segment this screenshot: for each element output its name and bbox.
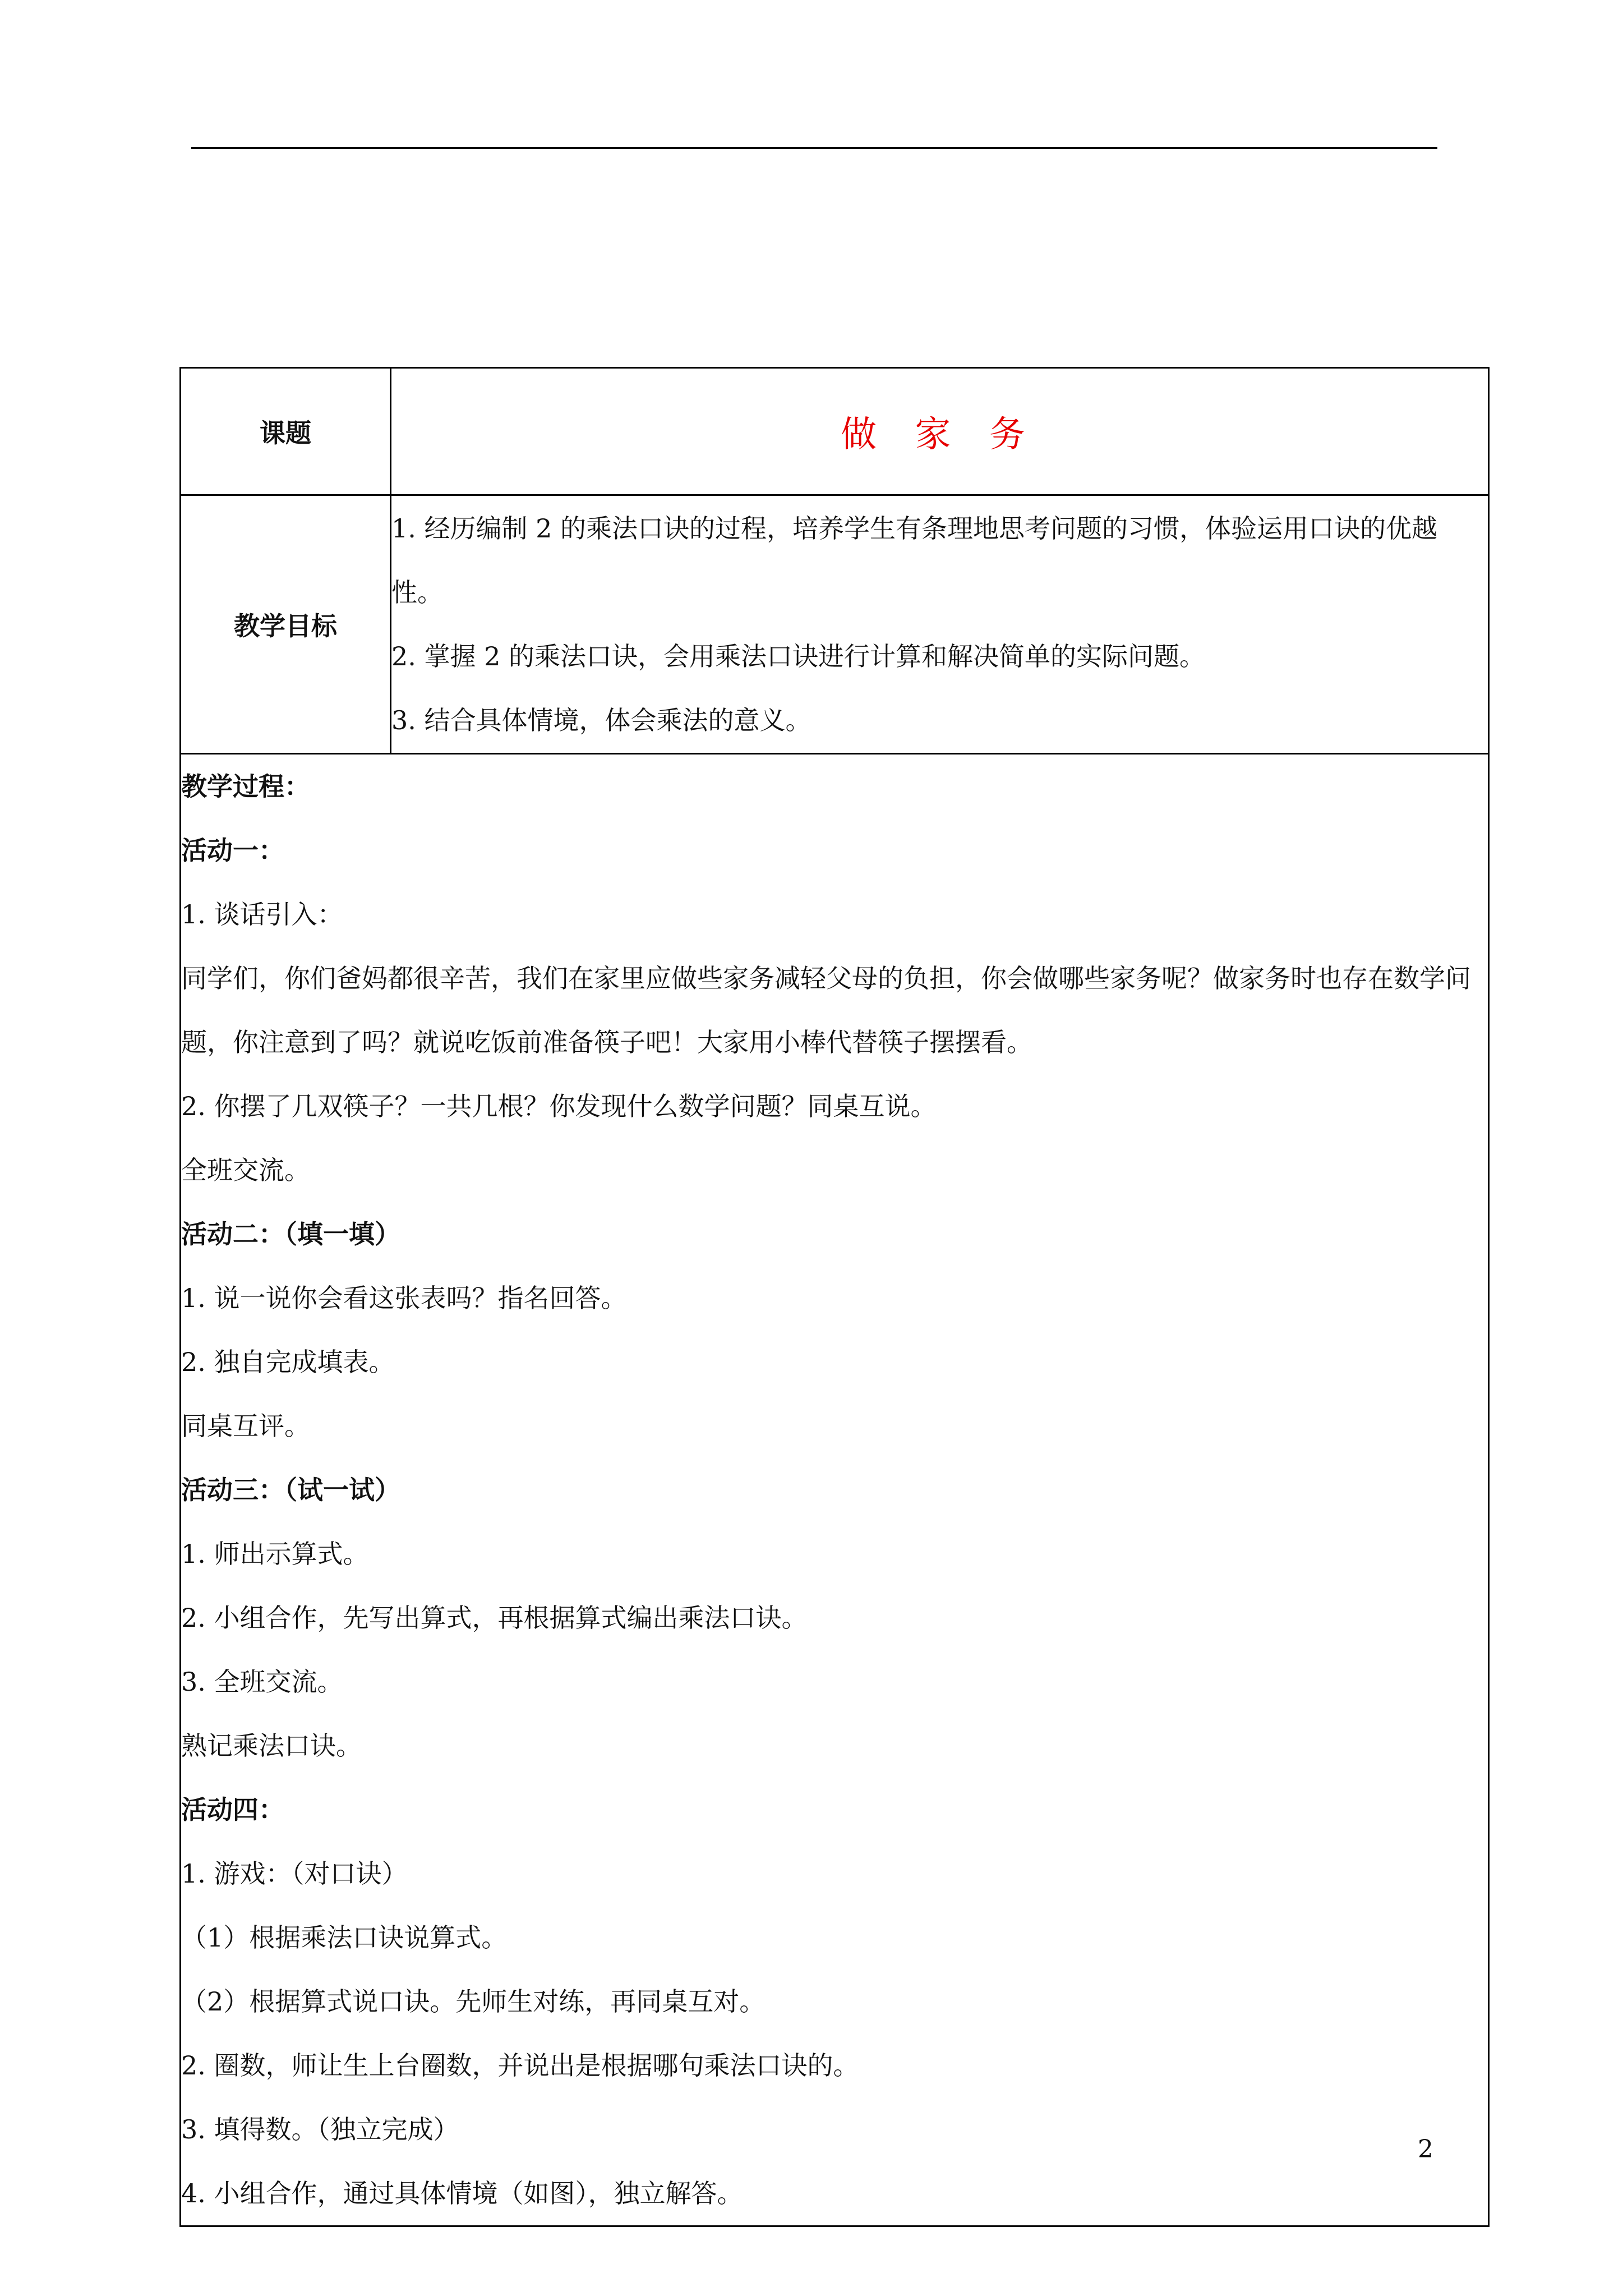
objectives-row xyxy=(181,495,1489,754)
process-heading: 活动二：（填一填） xyxy=(181,1219,400,1249)
objective-item: 3. 结合具体情境，体会乘法的意义。 xyxy=(391,705,811,735)
process-heading: 活动三：（试一试） xyxy=(181,1475,400,1505)
process-line: 熟记乘法口诀。 xyxy=(181,1731,362,1761)
process-line: 4. 小组合作，通过具体情境（如图），独立解答。 xyxy=(181,2178,743,2208)
process-line: （2）根据算式说口诀。先师生对练，再同桌互对。 xyxy=(181,1986,766,2017)
lesson-plan-table xyxy=(179,367,1490,2227)
process-line: 同桌互评。 xyxy=(181,1411,310,1441)
process-line: 同学们，你们爸妈都很辛苦，我们在家里应做些家务减轻父母的负担，你会做哪些家务呢？做家务时也存在数学问题，你注意到了吗？就说吃饭前准备筷子吧！大家用小棒代替筷子摆摆看。 xyxy=(181,963,1471,1057)
process-line: 3. 全班交流。 xyxy=(181,1667,343,1697)
subject-label: 课题 xyxy=(181,368,391,495)
process-line: 2. 小组合作，先写出算式，再根据算式编出乘法口诀。 xyxy=(181,1603,808,1633)
process-line: （1）根据乘法口诀说算式。 xyxy=(181,1922,508,1953)
objectives-cell xyxy=(391,495,1489,754)
objective-item: 2. 掌握 2 的乘法口诀，会用乘法口诀进行计算和解决简单的实际问题。 xyxy=(391,641,1206,671)
process-line: 全班交流。 xyxy=(181,1155,310,1185)
process-heading: 活动四： xyxy=(181,1795,284,1825)
process-line: 2. 你摆了几双筷子？一共几根？你发现什么数学问题？同桌互说。 xyxy=(181,1091,937,1121)
process-line: 3. 填得数。（独立完成） xyxy=(181,2114,459,2145)
lesson-title-cell xyxy=(391,368,1489,495)
process-heading: 活动一： xyxy=(181,835,284,866)
header-rule xyxy=(191,147,1437,149)
page-number: 2 xyxy=(1418,2135,1433,2164)
process-line: 1. 师出示算式。 xyxy=(181,1539,369,1569)
process-line: 1. 说一说你会看这张表吗？指名回答。 xyxy=(181,1283,627,1313)
process-line: 1. 游戏：（对口诀） xyxy=(181,1858,408,1889)
objective-item: 1. 经历编制 2 的乘法口诀的过程，培养学生有条理地思考问题的习惯，体验运用口诀的优越性。 xyxy=(391,513,1438,608)
subject-row xyxy=(181,368,1489,495)
objectives-label: 教学目标 xyxy=(181,495,391,754)
process-line: 2. 独自完成填表。 xyxy=(181,1347,395,1377)
process-row xyxy=(181,754,1489,2226)
process-heading: 教学过程： xyxy=(181,771,310,802)
lesson-title: 做 家 务 xyxy=(841,414,1039,455)
process-cell xyxy=(181,754,1489,2226)
process-line: 1. 谈话引入： xyxy=(181,899,343,930)
process-line: 2. 圈数，师让生上台圈数，并说出是根据哪句乘法口诀的。 xyxy=(181,2050,859,2081)
